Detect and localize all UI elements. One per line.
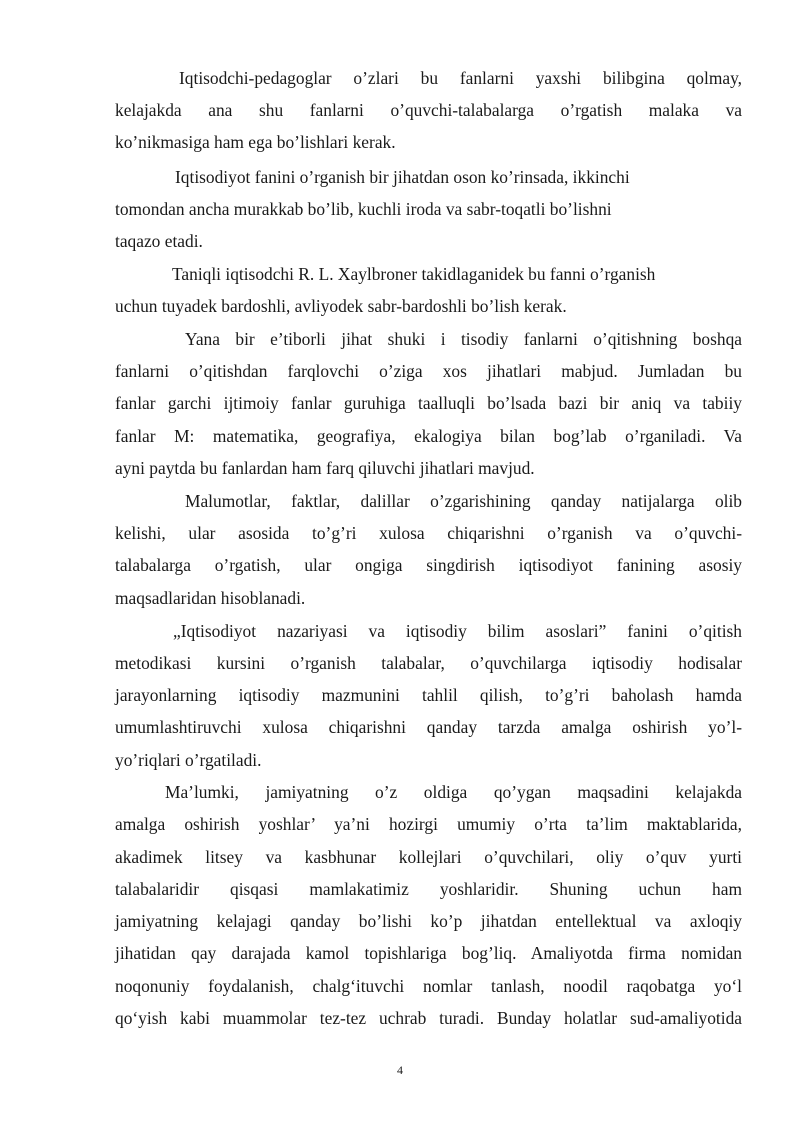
text-line: fanlar garchi ijtimoiy fanlar guruhiga taalluqli bo’lsada bazi bir aniq va tabiiy [115,393,742,413]
text-line: tomondan ancha murakkab bo’lib, kuchli iroda va sabr-toqatli bo’lishni [115,199,612,219]
text-line: ayni paytda bu fanlardan ham farq qiluvchi jihatlari mavjud. [115,458,535,478]
text-line: noqonuniy foydalanish, chalg‘ituvchi nomlar tanlash, noodil raqobatga yo‘l [115,976,742,996]
text-line: taqazo etadi. [115,231,203,251]
text-line: Yana bir e’tiborli jihat shuki i tisodiy fanlarni o’qitishning boshqa [185,329,742,349]
text-line: fanlarni o’qitishdan farqlovchi o’ziga xos jihatlari mabjud. Jumladan bu [115,361,742,381]
text-line: Iqtisodiyot fanini o’rganish bir jihatdan oson ko’rinsada, ikkinchi [175,167,630,187]
text-line: jihatidan qay darajada kamol topishlariga bog’liq. Amaliyotda firma nomidan [115,943,742,963]
page-number: 4 [397,1063,403,1077]
text-line: fanlar M: matematika, geografiya, ekalogiya bilan bog’lab o’rganiladi. Va [115,426,742,446]
text-line: umumlashtiruvchi xulosa chiqarishni qanday tarzda amalga oshirish yo’l- [115,717,742,737]
text-line: ko’nikmasiga ham ega bo’lishlari kerak. [115,132,396,152]
text-line: Ma’lumki, jamiyatning o’z oldiga qo’ygan maqsadini kelajakda [165,782,742,802]
text-line: metodikasi kursini o’rganish talabalar, o’quvchilarga iqtisodiy hodisalar [115,653,742,673]
text-line: kelishi, ular asosida to’g’ri xulosa chiqarishni o’rganish va o’quvchi- [115,523,742,543]
text-line: Iqtisodchi-pedagoglar o’zlari bu fanlarni yaxshi bilibgina qolmay, [179,68,742,88]
text-line: amalga oshirish yoshlar’ ya’ni hozirgi umumiy o’rta ta’lim maktablarida, [115,814,742,834]
text-line: jamiyatning kelajagi qanday bo’lishi ko’p jihatdan entellektual va axloqiy [115,911,742,931]
text-line: kelajakda ana shu fanlarni o’quvchi-talabalarga o’rgatish malaka va [115,100,742,120]
text-line: maqsadlaridan hisoblanadi. [115,588,306,608]
text-line: talabalarga o’rgatish, ular ongiga singdirish iqtisodiyot fanining asosiy [115,555,742,575]
text-line: jarayonlarning iqtisodiy mazmunini tahlil qilish, to’g’ri baholash hamda [115,685,742,705]
text-line: uchun tuyadek bardoshli, avliyodek sabr-bardoshli bo’lish kerak. [115,296,567,316]
text-line: akadimek litsey va kasbhunar kollejlari o’quvchilari, oliy o’quv yurti [115,847,742,867]
text-line: Taniqli iqtisodchi R. L. Xaylbroner takidlaganidek bu fanni o’rganish [172,264,656,284]
text-line: qo‘yish kabi muammolar tez-tez uchrab turadi. Bunday holatlar sud-amaliyotida [115,1008,742,1028]
text-line: „Iqtisodiyot nazariyasi va iqtisodiy bilim asoslari” fanini o’qitish [173,621,742,641]
text-line: yo’riqlari o’rgatiladi. [115,750,262,770]
text-line: Malumotlar, faktlar, dalillar o’zgarishining qanday natijalarga olib [185,491,742,511]
text-line: talabalaridir qisqasi mamlakatimiz yoshlaridir. Shuning uchun ham [115,879,742,899]
